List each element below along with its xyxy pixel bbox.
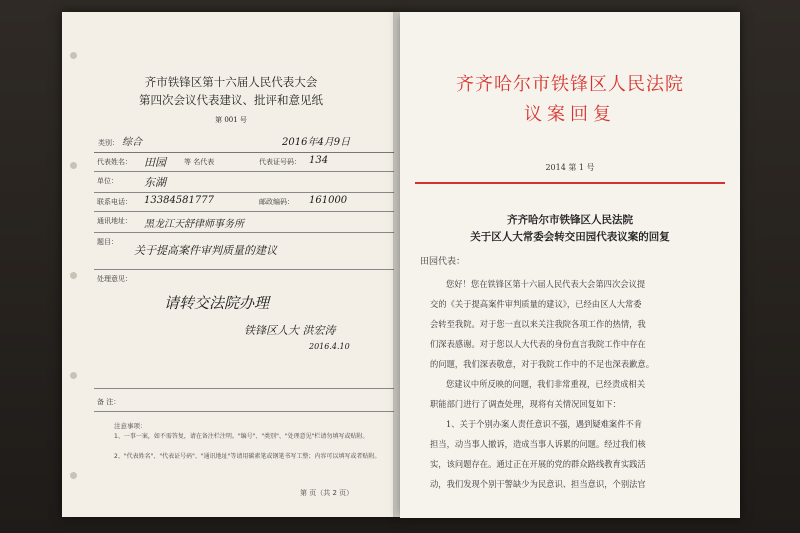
para-line: 实，该问题存在。通过正在开展的党的群众路线教育实践活 — [430, 459, 646, 469]
category-value: 综合 — [122, 137, 142, 148]
form-number: 第 001 号 — [215, 116, 247, 124]
note-2: 2、"代表姓名"、"代表证号码"、"通讯地址"等请用碳素笔或钢笔书写工整；内容可以填写或者贴附。 — [114, 453, 381, 460]
para-line: 的问题，我们深表敬意，对于我院工作中的不足也深表歉意。 — [430, 359, 655, 369]
rep-name-value: 田园 — [144, 156, 166, 169]
subject-label: 题目： — [97, 238, 118, 246]
form-table — [94, 152, 394, 412]
handling-label: 处理意见： — [97, 275, 132, 283]
handling-date: 2016.4.10 — [309, 342, 350, 351]
form-date: 2016年4月9日 — [282, 137, 351, 148]
postcode-label: 邮政编码： — [259, 198, 294, 206]
para-line: 动，我们发现个别干警缺少为民意识、担当意识，个别法官 — [430, 479, 646, 489]
handling-signature: 铁锋区人大 洪宏涛 — [244, 324, 336, 337]
handling-value: 请转交法院办理 — [164, 294, 270, 312]
form-title-line1: 齐市铁锋区第十六届人民代表大会 — [144, 75, 318, 89]
page-footer: 第 页（共 2 页） — [300, 489, 354, 497]
rep-name-label: 代表姓名： — [97, 158, 132, 166]
co-sign-label: 等 名代表 — [184, 158, 215, 166]
salutation: 田园代表： — [420, 257, 466, 267]
reply-body — [430, 274, 720, 494]
reply-title-2: 关于区人大常委会转交田园代表议案的回复 — [470, 231, 670, 243]
para-line: 1、关于个别办案人责任意识不强，遇到疑难案件不肯 — [446, 419, 643, 429]
para-line: 交的《关于提高案件审判质量的建议》，已经由区人大常委 — [430, 299, 642, 309]
notes-title: 注意事项： — [114, 422, 147, 430]
phone-label: 联系电话： — [97, 198, 132, 206]
postcode-value: 161000 — [309, 195, 348, 206]
note-1: 1、一事一案，如不需答复，请在备注栏注明。"编号"、"类别"、"处理意见"栏请勿填写或贴附。 — [114, 433, 369, 440]
para-line: 们深表感谢。对于您以人大代表的身份直言我院工作中存在 — [430, 339, 646, 349]
para-line: 职能部门进行了调查处理，现将有关情况回复如下： — [430, 399, 621, 409]
issue-number: 2014 第 1 号 — [545, 163, 595, 172]
para-line: 会转至我院。对于您一直以来关注我院各项工作的热情，我 — [430, 319, 646, 329]
reply-title-1: 齐齐哈尔市铁锋区人民法院 — [507, 214, 633, 226]
para-line: 您建议中所反映的问题，我们非常重视，已经责成相关 — [446, 379, 646, 389]
doc-title: 议案回复 — [524, 104, 616, 125]
form-page — [62, 12, 400, 517]
category-label: 类别： — [98, 139, 119, 147]
cert-label: 代表证号码： — [259, 158, 301, 166]
para-line: 您好！您在铁锋区第十六届人民代表大会第四次会议提 — [446, 279, 646, 289]
red-divider — [415, 182, 725, 184]
form-title-line2: 第四次会议代表建议、批评和意见纸 — [139, 93, 323, 107]
address-value: 黑龙江天舒律师事务所 — [144, 219, 244, 230]
remark-label: 备 注： — [97, 398, 121, 406]
unit-label: 单位： — [97, 177, 118, 185]
cert-value: 134 — [309, 155, 329, 166]
unit-value: 东湖 — [144, 176, 166, 189]
reply-page — [400, 12, 740, 518]
para-line: 担当，动当事人撤诉，造成当事人诉累的问题。经过我们核 — [430, 439, 646, 449]
address-label: 通讯地址： — [97, 217, 132, 225]
subject-value: 关于提高案件审判质量的建议 — [134, 244, 277, 257]
phone-value: 13384581777 — [144, 195, 214, 206]
court-title: 齐齐哈尔市铁锋区人民法院 — [456, 74, 684, 95]
